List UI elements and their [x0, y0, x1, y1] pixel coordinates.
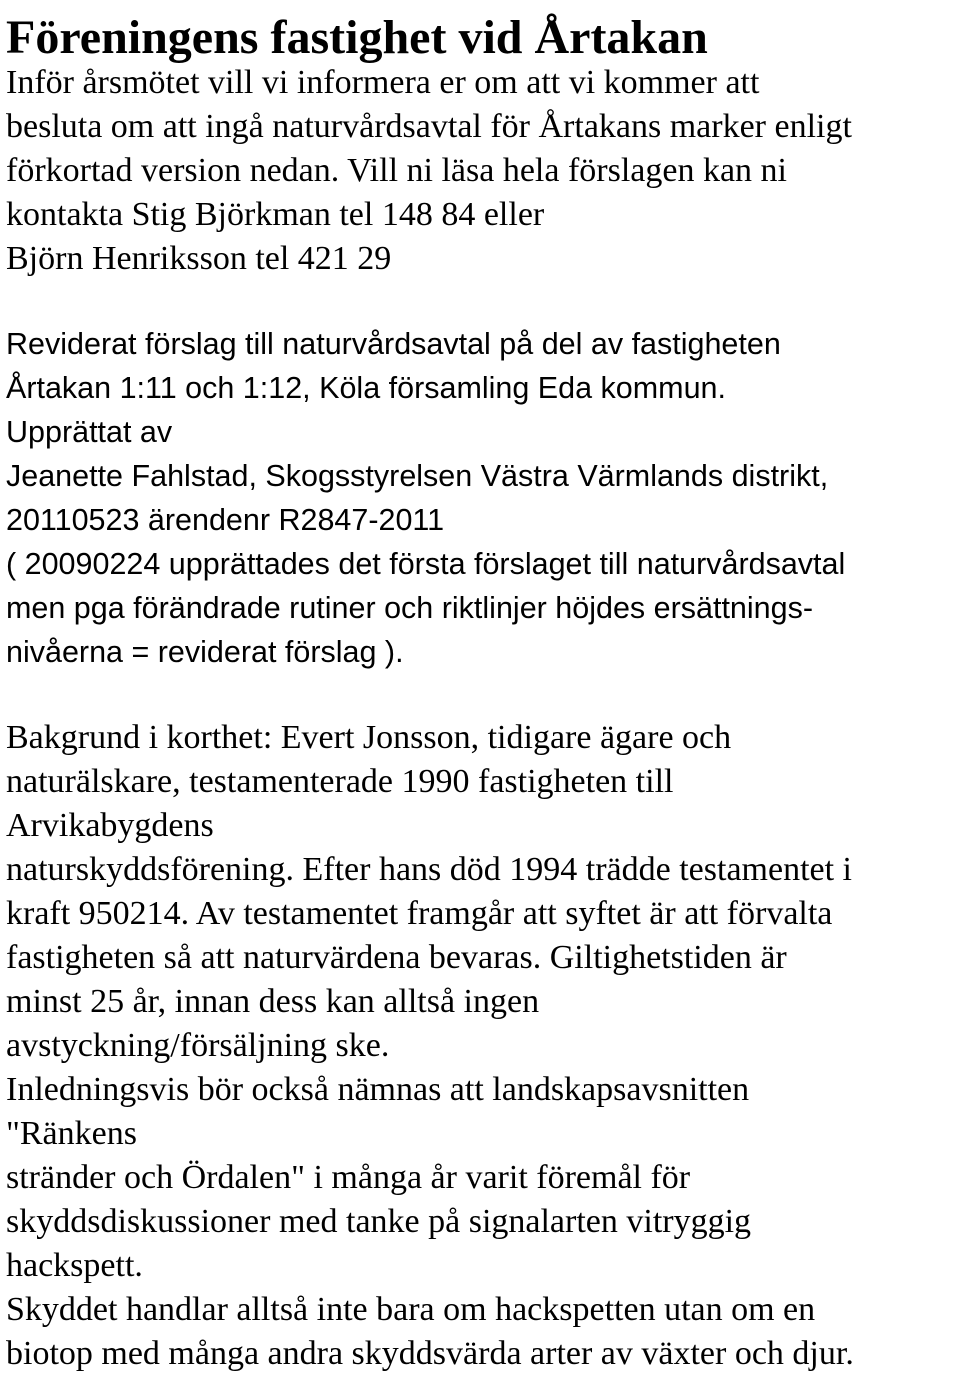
background-line: hackspett.: [6, 1247, 143, 1284]
proposal-line: Reviderat förslag till naturvårdsavtal på del av fastigheten: [6, 327, 781, 361]
background-line: Inledningsvis bör också nämnas att landskapsavsnitten: [6, 1071, 750, 1108]
background-line: kraft 950214. Av testamentet framgår att syftet är att förvalta: [6, 895, 833, 932]
proposal-line: 20110523 ärendenr R2847-2011: [6, 503, 445, 537]
intro-paragraph: [6, 61, 958, 281]
background-line: biotop med många andra skyddsvärda arter av växter och djur.: [6, 1335, 854, 1372]
proposal-line: Upprättat av: [6, 415, 173, 449]
background-line: minst 25 år, innan dess kan alltså ingen: [6, 983, 540, 1020]
background-paragraph: [6, 716, 958, 1376]
intro-line: kontakta Stig Björkman tel 148 84 eller: [6, 196, 545, 233]
intro-line: Inför årsmötet vill vi informera er om att vi kommer att: [6, 64, 760, 101]
proposal-line: Årtakan 1:11 och 1:12, Köla församling Eda kommun.: [6, 371, 726, 405]
background-line: naturskyddsförening. Efter hans död 1994 trädde testamentet i: [6, 851, 852, 888]
document-page: [6, 0, 958, 1376]
proposal-line: nivåerna = reviderat förslag ).: [6, 635, 404, 669]
proposal-paragraph: [6, 322, 958, 674]
background-line: Skyddet handlar alltså inte bara om hackspetten utan om en: [6, 1291, 816, 1328]
intro-line: besluta om att ingå naturvårdsavtal för Årtakans marker enligt: [6, 108, 852, 145]
intro-line: förkortad version nedan. Vill ni läsa hela förslagen kan ni: [6, 152, 787, 189]
proposal-line: ( 20090224 upprättades det första förslaget till naturvårdsavtal: [6, 547, 846, 581]
background-line: fastigheten så att naturvärdena bevaras. Giltighetstiden är: [6, 939, 787, 976]
proposal-line: Jeanette Fahlstad, Skogsstyrelsen Västra Värmlands distrikt,: [6, 459, 829, 493]
background-line: skyddsdiskussioner med tanke på signalarten vitryggig: [6, 1203, 752, 1240]
intro-line: Björn Henriksson tel 421 29: [6, 240, 392, 277]
background-line: Bakgrund i korthet: Evert Jonsson, tidigare ägare och: [6, 719, 732, 756]
paragraph-spacer: [6, 281, 958, 322]
background-line: naturälskare, testamenterade 1990 fastigheten till: [6, 763, 674, 800]
background-line: "Ränkens: [6, 1115, 137, 1152]
background-line: avstyckning/försäljning ske.: [6, 1027, 390, 1064]
page-title: Föreningens fastighet vid Årtakan: [6, 11, 708, 64]
background-line: stränder och Ördalen" i många år varit föremål för: [6, 1159, 691, 1196]
background-line: Arvikabygdens: [6, 807, 214, 844]
proposal-line: men pga förändrade rutiner och riktlinjer höjdes ersättnings-: [6, 591, 813, 625]
paragraph-spacer: [6, 674, 958, 716]
